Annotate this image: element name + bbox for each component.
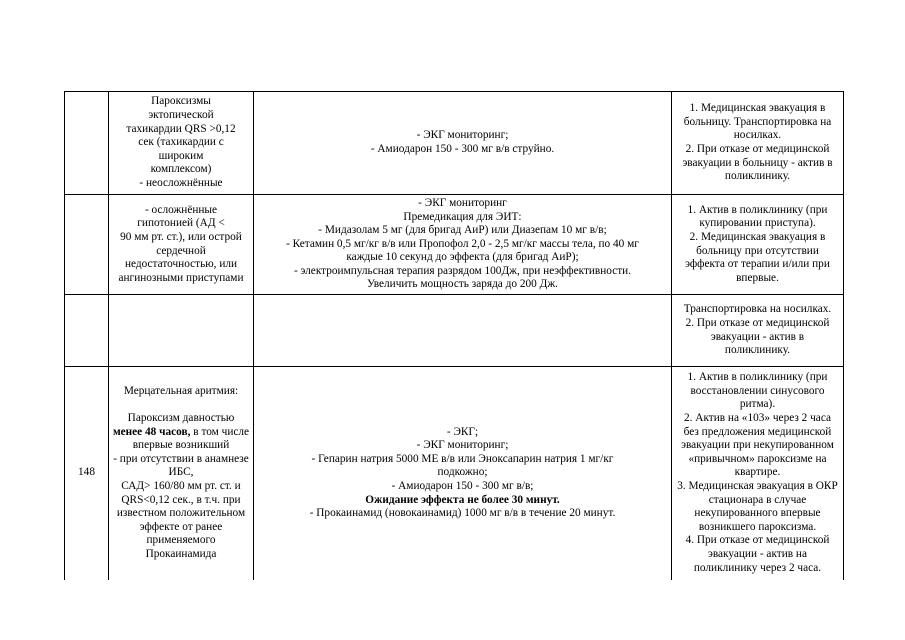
- outcome-line: эвакуации в больницу - актив в: [682, 156, 833, 169]
- outcome-line: эвакуации - актив в: [710, 330, 805, 343]
- condition-line: Пароксизмы: [151, 95, 211, 108]
- treatment-line: - ЭКГ;: [446, 425, 479, 438]
- row-number-cell: [65, 92, 109, 195]
- row-number-cell: 148: [65, 367, 109, 580]
- row-number-cell: [65, 295, 109, 367]
- outcome-line: купировании приступа).: [699, 217, 816, 230]
- condition-line: сердечной: [156, 244, 206, 257]
- outcome-cell: [672, 295, 844, 367]
- outcome-line: 1. Актив в поликлинику (при: [687, 203, 828, 216]
- bold-duration: менее 48 часов,: [112, 425, 191, 438]
- condition-line: ИБС,: [168, 466, 194, 479]
- condition-cell: [109, 367, 254, 580]
- outcome-line: некупированного впервые: [694, 507, 821, 520]
- outcome-line: поликлинику.: [724, 170, 791, 183]
- outcome-line: 1. Актив в поликлинику (при: [687, 371, 828, 384]
- treatment-line: подкожно;: [437, 466, 488, 479]
- outcome-line: восстановлении синусового: [690, 384, 825, 397]
- outcome-line: ритма).: [739, 398, 776, 411]
- outcome-line: поликлинику.: [724, 344, 791, 357]
- table-row: [65, 295, 844, 367]
- treatment-line: - Прокаинамид (новокаинамид) 1000 мг в/в в течение 20 минут.: [309, 507, 616, 520]
- outcome-line: больницу. Транспортировка на: [683, 115, 832, 128]
- condition-line: QRS<0,12 сек., в т.ч. при: [121, 493, 241, 506]
- treatment-line: каждые 10 секунд до эффекта (для бригад АиР);: [346, 251, 579, 264]
- table-row: [65, 92, 844, 195]
- outcome-cell: [672, 195, 844, 295]
- outcome-line: 2. При отказе от медицинской: [685, 143, 830, 155]
- outcome-line: стационара в случае: [708, 493, 807, 506]
- table-row: [65, 195, 844, 295]
- condition-line: САД> 160/80 мм рт. ст. и: [121, 480, 241, 493]
- condition-line: применяемого: [146, 534, 216, 547]
- treatment-line: - Кетамин 0,5 мг/кг в/в или Пропофол 2,0 - 2,5 мг/кг массы тела, по 40 мг: [286, 237, 639, 250]
- condition-line-rest: в том числе: [190, 425, 250, 438]
- condition-line: широким: [158, 149, 204, 162]
- treatment-line: - ЭКГ мониторинг;: [416, 439, 509, 452]
- condition-line: гипотонией (АД <: [137, 217, 225, 230]
- outcome-line: эвакуации при некупированном: [681, 439, 834, 452]
- outcome-line: 2. При отказе от медицинской: [685, 316, 830, 329]
- outcome-line: 1. Медицинская эвакуация в: [689, 102, 826, 115]
- condition-line: комплексом): [150, 163, 212, 176]
- outcome-line: 2. Актив на «103» через 2 часа: [683, 412, 831, 425]
- treatment-line: Увеличить мощность заряда до 200 Дж.: [367, 278, 558, 291]
- document-table: [64, 91, 844, 580]
- spacer: [111, 398, 251, 412]
- outcome-line: «привычном» пароксизме на: [688, 452, 827, 465]
- row-number-cell: [65, 195, 109, 295]
- outcome-line: эффекта от терапии и/или при: [685, 258, 830, 271]
- condition-cell: [109, 295, 254, 367]
- treatment-cell: [254, 195, 672, 295]
- treatment-cell: [254, 92, 672, 195]
- outcome-cell: [672, 92, 844, 195]
- condition-line: 90 мм рт. ст.), или острой: [120, 230, 242, 243]
- outcome-line: возникшего пароксизма.: [698, 520, 817, 533]
- outcome-line: эвакуации - актив на: [708, 548, 807, 561]
- condition-line: - осложнённые: [144, 203, 218, 216]
- treatment-line: - ЭКГ мониторинг: [418, 196, 507, 209]
- condition-line: известном положительном: [116, 507, 246, 520]
- treatment-line: - Амиодарон 150 - 300 мг в/в;: [391, 480, 534, 493]
- outcome-line: без предложения медицинской: [683, 425, 832, 438]
- treatment-line: Премедикация для ЭИТ:: [403, 210, 522, 223]
- condition-line: недостаточностью, или: [124, 258, 238, 271]
- condition-line: сек (тахикардии с: [138, 136, 224, 149]
- outcome-cell: [672, 367, 844, 580]
- outcome-line: больницу при отсутствии: [696, 244, 819, 257]
- condition-cell: [109, 195, 254, 295]
- outcome-line: Транспортировка на носилках.: [683, 303, 832, 316]
- condition-line: эктопической: [148, 109, 214, 122]
- outcome-line: носилках.: [733, 129, 782, 142]
- table-row: [65, 367, 844, 580]
- treatment-line: - ЭКГ мониторинг;: [416, 129, 509, 142]
- treatment-line: - Гепарин натрия 5000 МЕ в/в или Эноксапарин натрия 1 мг/кг: [311, 452, 614, 465]
- condition-line: - неосложнённые: [139, 176, 223, 189]
- treatment-line: - Мидазолам 5 мг (для бригад АиР) или Диазепам 10 мг в/в;: [318, 224, 607, 237]
- condition-line: эффекте от ранее: [139, 520, 223, 533]
- outcome-line: 3. Медицинская эвакуация в ОКР: [677, 480, 838, 493]
- condition-line: - при отсутствии в анамнезе: [113, 452, 249, 465]
- outcome-line: поликлинику через 2 часа.: [693, 561, 822, 574]
- condition-line: ангинозными приступами: [118, 271, 244, 284]
- outcome-line: квартире.: [734, 466, 781, 479]
- treatment-line-bold: Ожидание эффекта не более 30 минут.: [365, 493, 560, 506]
- treatment-cell: [254, 367, 672, 580]
- condition-line: Прокаинамида: [145, 548, 217, 561]
- condition-cell: [109, 92, 254, 195]
- outcome-line: 2. Медицинская эвакуация в: [689, 230, 826, 243]
- condition-line: тахикардии QRS >0,12: [126, 122, 236, 135]
- outcome-line: впервые.: [736, 271, 779, 284]
- condition-heading: Мерцательная аритмия:: [123, 384, 239, 397]
- outcome-line: 4. При отказе от медицинской: [685, 534, 830, 547]
- treatment-line: - электроимпульсная терапия разрядом 100Дж, при неэффективности.: [293, 264, 632, 277]
- condition-line: Пароксизм давностью: [127, 412, 235, 425]
- treatment-line: - Амиодарон 150 - 300 мг в/в струйно.: [370, 143, 555, 155]
- condition-line: [111, 426, 251, 440]
- treatment-cell: [254, 295, 672, 367]
- condition-line: впервые возникший: [132, 439, 230, 452]
